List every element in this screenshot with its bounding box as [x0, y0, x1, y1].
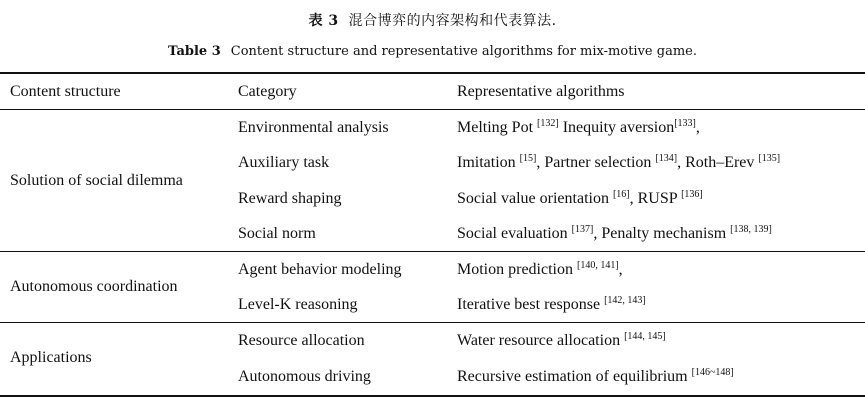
- group-name: Autonomous coordination: [10, 278, 178, 295]
- category-cell: Social norm: [238, 225, 316, 242]
- caption-cn-text: 混合博弈的内容架构和代表算法.: [348, 13, 557, 29]
- citation-ref: [138, 139]: [730, 224, 772, 235]
- algorithm-text: Inequity aversion: [558, 119, 675, 136]
- algorithm-text: , RUSP: [629, 190, 682, 207]
- algorithm-text: Imitation: [457, 154, 520, 171]
- algorithm-text: Motion prediction: [457, 261, 577, 278]
- citation-ref: [146~148]: [691, 367, 734, 378]
- group-separator: [0, 322, 865, 323]
- algorithm-text: Recursive estimation of equilibrium: [457, 368, 692, 385]
- group-separator: [0, 251, 865, 252]
- caption-en-label: Table 3: [168, 44, 221, 59]
- algorithm-text: Iterative best response: [457, 296, 605, 313]
- header-content-structure: Content structure: [10, 83, 121, 100]
- algorithm-text: Social evaluation: [457, 225, 572, 242]
- citation-ref: [15]: [519, 153, 537, 164]
- algorithm-text: Water resource allocation: [457, 332, 625, 349]
- algorithm-text: ,: [695, 119, 700, 136]
- algorithms-cell: [457, 367, 734, 387]
- citation-ref: [16]: [612, 189, 630, 200]
- algorithm-text: Social value orientation: [457, 190, 613, 207]
- header-category: Category: [238, 83, 297, 100]
- algorithm-text: Melting Pot: [457, 119, 538, 136]
- category-cell: Auxiliary task: [238, 154, 330, 171]
- table-caption-english: [0, 44, 865, 59]
- algorithms-cell: [457, 153, 780, 173]
- algorithm-text: , Partner selection: [536, 154, 656, 171]
- algorithms-cell: [457, 224, 772, 244]
- citation-ref: [136]: [681, 189, 703, 200]
- caption-cn-label: 表 3: [308, 13, 339, 29]
- citation-ref: [134]: [655, 153, 678, 164]
- citation-ref: [144, 145]: [624, 331, 666, 342]
- citation-ref: [140, 141]: [576, 260, 619, 271]
- citation-ref: [135]: [758, 153, 781, 164]
- algorithm-text: , Penalty mechanism: [593, 225, 731, 242]
- citation-ref: [142, 143]: [604, 295, 646, 306]
- citation-ref: [132]: [537, 118, 559, 129]
- algorithms-cell: [457, 295, 646, 315]
- algorithm-text: ,: [618, 261, 623, 278]
- category-cell: Autonomous driving: [238, 368, 371, 385]
- table-caption-chinese: [0, 10, 865, 30]
- group-name: Applications: [10, 349, 92, 366]
- algorithms-cell: [457, 260, 623, 280]
- bottom-rule: [0, 395, 865, 397]
- category-cell: Reward shaping: [238, 190, 342, 207]
- category-cell: Resource allocation: [238, 332, 365, 349]
- algorithms-cell: [457, 118, 700, 138]
- citation-ref: [133]: [674, 118, 696, 129]
- top-rule: [0, 72, 865, 74]
- group-name: Solution of social dilemma: [10, 172, 183, 189]
- caption-en-text: Content structure and representative algorithms for mix-motive game.: [230, 44, 697, 59]
- algorithms-cell: [457, 331, 666, 351]
- algorithm-text: , Roth–Erev: [677, 154, 759, 171]
- algorithms-cell: [457, 189, 703, 209]
- category-cell: Agent behavior modeling: [238, 261, 402, 278]
- category-cell: Level-K reasoning: [238, 296, 358, 313]
- category-cell: Environmental analysis: [238, 119, 389, 136]
- header-representative-algorithms: Representative algorithms: [457, 83, 625, 100]
- citation-ref: [137]: [571, 224, 594, 235]
- header-rule: [0, 109, 865, 110]
